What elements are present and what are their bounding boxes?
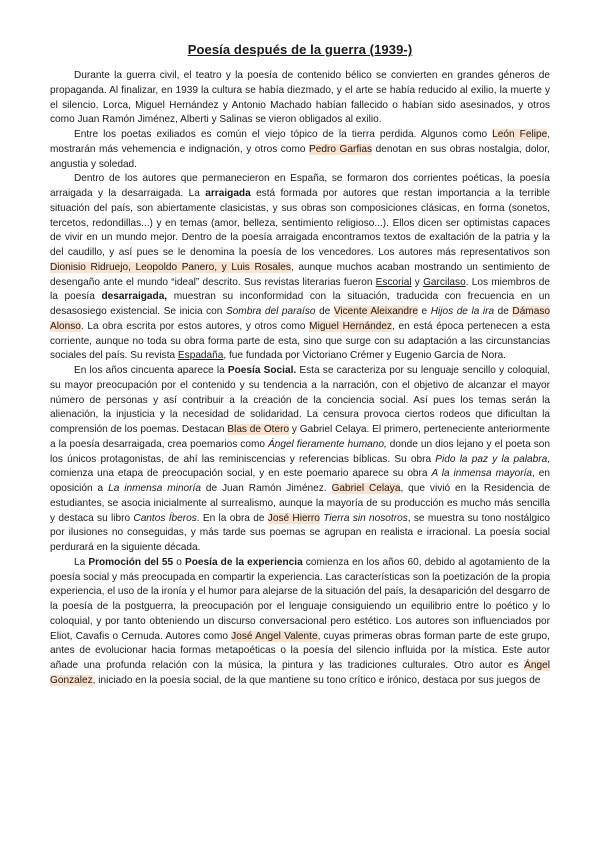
text-run: . En la obra de <box>196 512 268 524</box>
text-run: e <box>418 306 431 317</box>
highlighted-name: Gabriel Celaya <box>331 483 401 494</box>
text-run: , mostrarán más vehemencia e indignación, y otros como <box>50 129 550 155</box>
italic-title: Pido la paz y la palabra <box>435 453 548 465</box>
bold-term: Poesía Social. <box>227 365 297 376</box>
document-title: Poesía después de la guerra (1939-) <box>187 42 413 57</box>
underlined-title: Espadaña <box>177 350 224 362</box>
text-run: Durante la guerra civil, el teatro y la poesía de contenido bélico se convierten en grandes géneros de propaganda. Al finalizar, en 1939 la cultura se había diezmado, y el arte se había reducido al exilio, la muerte y el silencio. Lorca, Miguel Hernández y Antonio Machado habían fallecido o habían sido asesinados, y otros como Juan Ramón Jiménez, Alberti y Salinas se vieron obligados al exilio. <box>50 70 550 126</box>
text-run: En los años cincuenta aparece la <box>74 365 228 376</box>
highlighted-name: Blas de Otero <box>227 424 290 435</box>
text-run: Esta se caracteriza por su lenguaje sencillo y coloquial, su mayor preocupación por el contenido y su tendencia a la narración, con el objetivo de alcanzar el mayor número de personas y así contribuir a la creación de la conciencia social. Así pues los temas serán la alienación, la injusticia y la necesidad de solidaridad. La censura provoca ciertos rodeos que dificultan la comprensión de los poemas. Destacan <box>50 365 550 435</box>
text-run: , en está época pertenecen a esta corriente, aunque no toda su obra forma parte de esta, sino que surge con su adaptación a las circunstancias sociales del país. Su revista <box>50 320 550 362</box>
paragraph <box>50 172 550 364</box>
text-run: , cuyas primeras obras forman parte de este grupo, antes de evolucionar hacia formas metapoéticas o la poesía del silencio influida por la mística. Este autor añade una profunda relación con la música, la pintura y las tradiciones culturales. Otro autor es <box>50 630 550 671</box>
text-run: donde un dios lejano y el poeta son los únicos protagonistas, de ahí las reminiscencias y referencias bíblicas. Su obra <box>50 438 551 465</box>
underlined-title: Garcilaso <box>423 276 466 288</box>
text-run: La <box>74 556 89 568</box>
paragraph <box>50 364 550 556</box>
text-run: denotan en sus obras nostalgia, dolor, angustia y soledad. <box>50 143 550 170</box>
text-run: , en oposición a <box>50 468 550 494</box>
text-run: . Los miembros de la poesía <box>50 276 550 303</box>
text-run: . La obra escrita por estos autores, y otros como <box>80 320 310 332</box>
text-run: , fue fundada por Victoriano Crémer y Eugenio García de Nora. <box>223 350 506 362</box>
paragraph <box>50 556 550 689</box>
italic-title: La inmensa minoría <box>108 483 201 494</box>
bold-term: Poesía de la experiencia <box>185 556 303 568</box>
highlighted-name: Vicente Aleixandre <box>333 306 419 317</box>
bold-term: desarraigada, <box>101 291 168 303</box>
italic-title: Hijos de la ira <box>430 306 495 317</box>
bold-term: arraigada <box>205 188 251 199</box>
text-run: de <box>494 306 513 317</box>
text-run: , comienza una etapa de preocupación social, y en este poemario aparece su obra <box>50 453 550 480</box>
underlined-title: Escorial <box>375 276 412 288</box>
text-run: , aunque muchos acaban mostrando un sentimiento de desengaño ante el mundo “ideal” descrito. Sus revistas literarias fueron <box>50 261 551 288</box>
text-run: , iniciado en la poesía social, de la que mantiene su tono crítico e irónico, destaca por sus juegos de <box>92 674 541 686</box>
highlighted-name: Miguel Hernández <box>309 320 392 332</box>
highlighted-name: José Hierro <box>267 512 320 524</box>
text-run: Dentro de los autores que permanecieron en España, se formaron dos corrientes poéticas, la poesía arraigada y la desarraigada. La <box>50 173 550 199</box>
paragraph <box>50 128 550 172</box>
document-body <box>50 69 550 689</box>
text-run: de Juan Ramón Jiménez. <box>200 483 332 494</box>
italic-title: Ángel fieramente humano, <box>267 438 387 450</box>
paragraph <box>50 69 550 128</box>
text-run: , se muestra su tono nostálgico por ilusiones no conseguidas, y más tarde sus poemas se agrupan en realista e irracional. La poesía social perdurará en la siguiente década. <box>50 512 551 553</box>
highlighted-name: Pedro Garfias <box>309 143 373 155</box>
text-run: de <box>315 306 334 317</box>
italic-title: Cantos Íberos <box>133 512 197 524</box>
text-run: muestran su inconformidad con la situación, traducida con frecuencia en un desasosiego existencial. Se inicia con <box>50 291 550 317</box>
text-run: comienza en los años 60, debido al agotamiento de la poesía social y más preocupada en compartir la experiencia. Las características son la poetización de la propia experiencia, el uso de la ironía y el humor para alejarse de la situación del país, la desaparición del desgarro de la poesía de la postguerra, la preocupación por el lenguaje consiguiendo un equilibrio entre lo poético y lo coloquial, y por tanto obteniendo un discurso conversacional pero estético. Los autores son influenciados por Eliot, Cavafis o Cernuda. Autores como <box>50 556 550 642</box>
italic-title: Tierra sin nosotros <box>323 512 408 524</box>
text-run: o <box>173 556 186 568</box>
highlighted-name: Dámaso Alonso <box>50 306 550 332</box>
highlighted-name: León Felipe <box>492 129 548 140</box>
bold-term: Promoción del 55 <box>88 556 174 568</box>
text-run: , que vivió en la Residencia de estudiantes, se asocia inicialmente al surrealismo, aunque la mayoría de su producción es mucho más sencilla y destaca su libro <box>50 483 550 524</box>
text-run: y Gabriel Celaya. El primero, perteneciente anteriormente a la poesía desarraigada, crea poemarios como <box>50 424 551 450</box>
highlighted-name: José Angel Valente <box>231 630 318 642</box>
text-run: Entre los poetas exiliados es común el viejo tópico de la tierra perdida. Algunos como <box>74 129 493 140</box>
text-run: y <box>411 276 424 288</box>
italic-title: Sombra del paraíso <box>225 306 316 317</box>
text-run: está formada por autores que restan importancia a la terrible situación del país, son abiertamente clasicistas, y sus obras son composiciones clásicas, en forma (sonetos, tercetos, redondillas...) y en temas (amor, belleza, sentimiento religioso...). Ellos dicen ser optimistas capaces de vivir en un mundo mejor. Dentro de la poesía arraigada encontramos textos de exaltación de la patria y la del caudillo, y así pues se le denomina la poesía de los vencedores. Los autores más representativos son <box>50 188 550 258</box>
highlighted-name: Ángel Gonzalez <box>50 660 550 686</box>
italic-title: A la inmensa mayoría <box>431 468 533 480</box>
highlighted-name: Dionisio Ridruejo, Leopoldo Panero, y Luis Rosales <box>50 261 291 273</box>
